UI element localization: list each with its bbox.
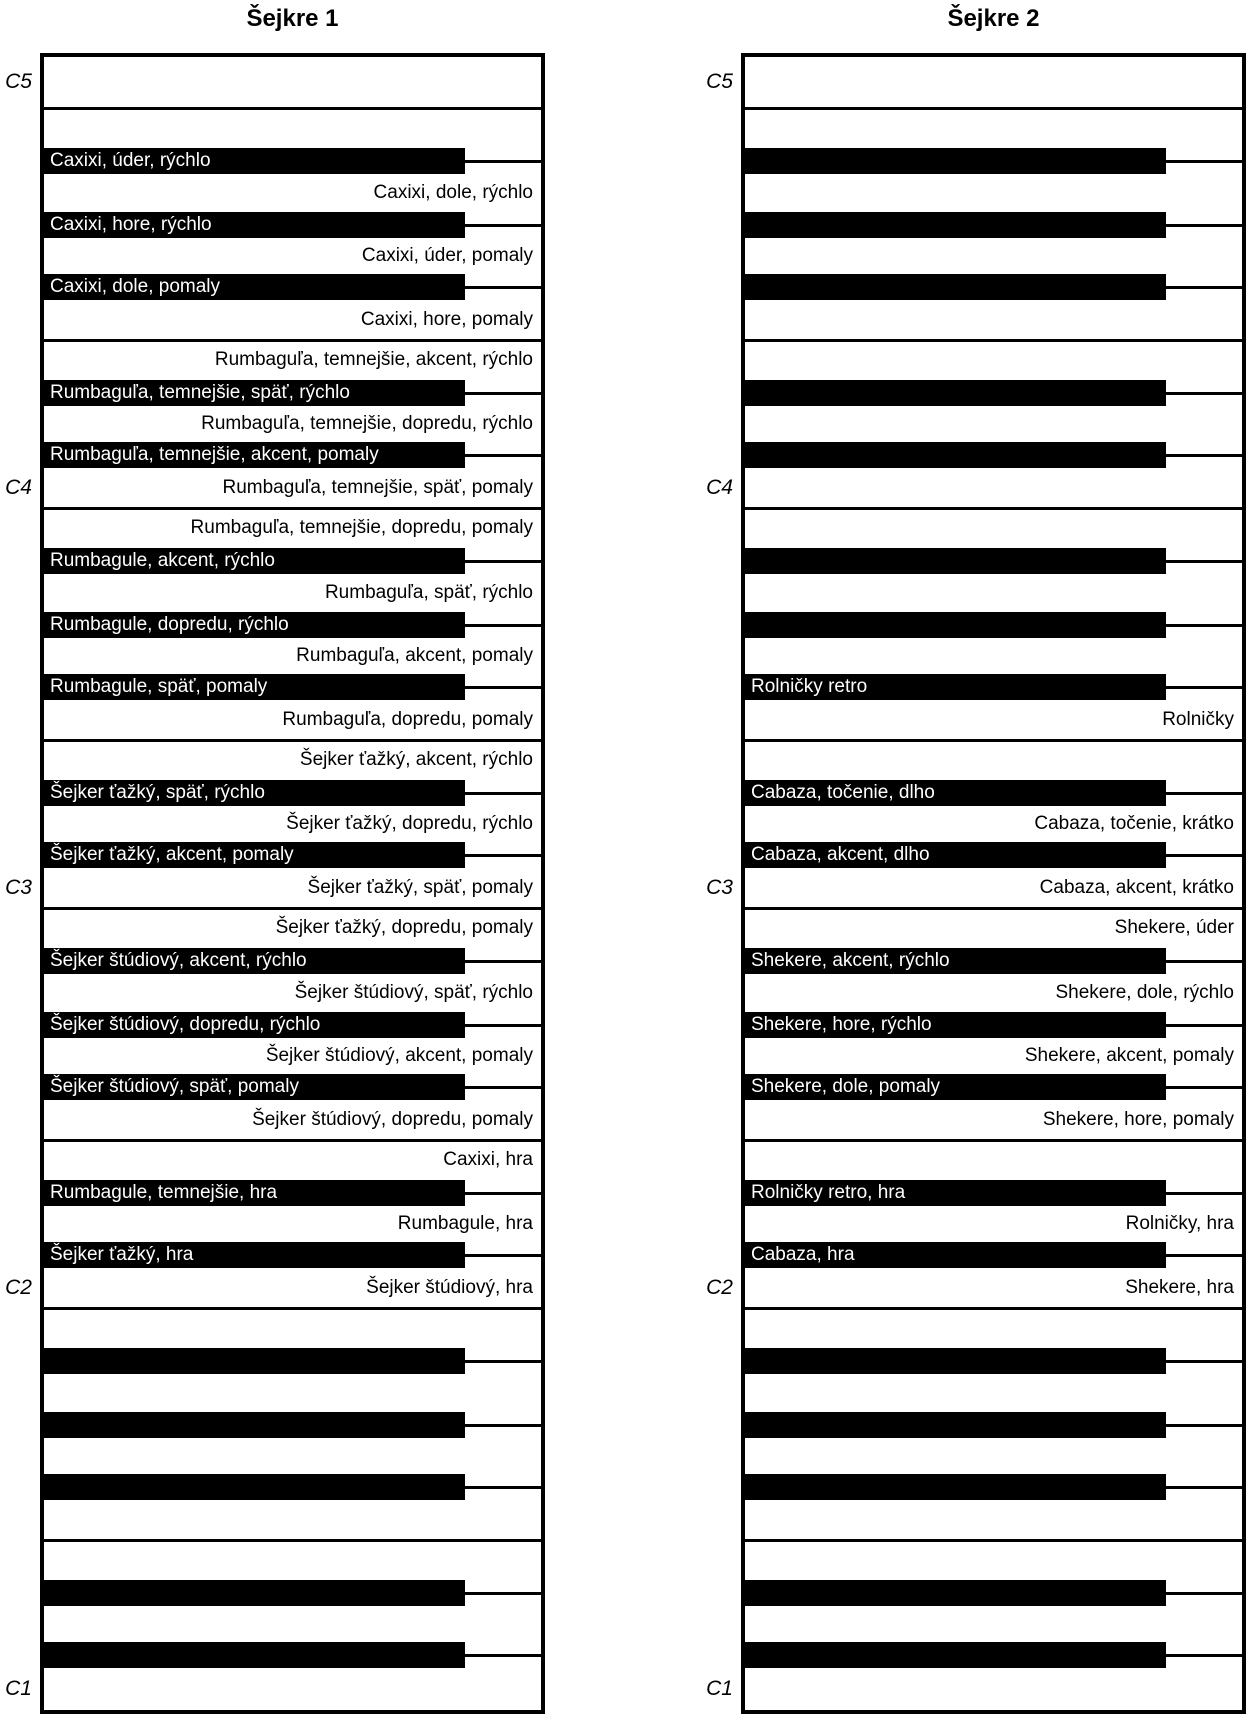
- white-key-F4: [745, 300, 1242, 340]
- white-key-D2: [745, 1206, 1242, 1242]
- octave-label-c2: C2: [5, 1276, 32, 1299]
- black-key-label: Rumbagule, temnejšie, hra: [50, 1182, 278, 1203]
- black-key-C#3: [745, 842, 1166, 868]
- black-key-label: Šejker ťažký, hra: [50, 1244, 194, 1265]
- black-key-D#2: [745, 1180, 1166, 1206]
- white-key-divider-line-short: [465, 454, 541, 457]
- white-key-label: Rumbaguľa, akcent, pomaly: [296, 645, 533, 666]
- white-key-divider-line-short: [465, 1192, 541, 1195]
- black-key-label: Šejker ťažký, akcent, pomaly: [50, 844, 294, 865]
- black-key-label: Rumbagule, akcent, rýchlo: [50, 550, 275, 571]
- white-key-A4: [745, 174, 1242, 212]
- keyboard-2-title: Šejkre 2: [947, 5, 1040, 32]
- white-key-C2: [745, 1268, 1242, 1308]
- white-key-divider-line-short: [1166, 792, 1242, 795]
- black-key-label: Cabaza, točenie, dlho: [751, 782, 935, 803]
- black-key-label: Caxixi, hore, rýchlo: [50, 214, 212, 235]
- black-key-F#1: [44, 1474, 465, 1500]
- white-key-label: Rumbaguľa, temnejšie, späť, pomaly: [222, 477, 533, 498]
- white-key-divider-line-short: [465, 686, 541, 689]
- black-key-C#1: [44, 1642, 465, 1668]
- white-key-label: Caxixi, dole, rýchlo: [373, 182, 533, 203]
- black-key-C#2: [44, 1242, 465, 1268]
- piano-keyboard-sejkre-1: [40, 53, 545, 1714]
- white-key-divider-line-short: [1166, 160, 1242, 163]
- white-key-label: Caxixi, hore, pomaly: [360, 309, 533, 330]
- black-key-A#3: [745, 548, 1166, 574]
- black-key-A#3: [44, 548, 465, 574]
- white-key-divider-line-short: [1166, 1424, 1242, 1427]
- black-key-label: Rumbagule, dopredu, rýchlo: [50, 614, 289, 635]
- white-key-label: Rumbagule, hra: [397, 1213, 533, 1234]
- white-key-divider-line-short: [465, 392, 541, 395]
- white-key-A3: [745, 574, 1242, 612]
- white-key-C3: [44, 868, 541, 908]
- white-key-label: Caxixi, úder, pomaly: [361, 245, 533, 266]
- black-key-label: Rolničky retro, hra: [751, 1182, 906, 1203]
- black-key-A#2: [745, 948, 1166, 974]
- white-key-label: Šejker ťažký, späť, pomaly: [307, 877, 533, 898]
- white-key-label: Cabaza, točenie, krátko: [1034, 813, 1234, 834]
- black-key-F#2: [745, 1074, 1166, 1100]
- octave-label-c1: C1: [706, 1677, 733, 1700]
- white-key-divider-line-short: [1166, 624, 1242, 627]
- white-key-F3: [745, 700, 1242, 740]
- white-key-divider-line-short: [465, 1360, 541, 1363]
- white-key-D1: [44, 1606, 541, 1642]
- white-key-label: Rumbaguľa, späť, rýchlo: [324, 582, 533, 603]
- white-key-C5: [745, 55, 1242, 108]
- white-key-B3: [44, 508, 541, 548]
- white-key-divider-line-short: [1166, 454, 1242, 457]
- black-key-label: Shekere, hore, rýchlo: [751, 1014, 932, 1035]
- white-key-divider-line-short: [1166, 960, 1242, 963]
- white-key-E1: [745, 1540, 1242, 1580]
- white-key-D2: [44, 1206, 541, 1242]
- white-key-divider-line-short: [465, 1654, 541, 1657]
- white-key-label: Shekere, hore, pomaly: [1042, 1109, 1234, 1130]
- white-key-A4: [44, 174, 541, 212]
- black-key-C#4: [745, 442, 1166, 468]
- white-key-divider-line-short: [465, 560, 541, 563]
- white-key-label: Cabaza, akcent, krátko: [1039, 877, 1234, 898]
- black-key-A#4: [745, 148, 1166, 174]
- black-key-F#1: [745, 1474, 1166, 1500]
- black-key-F#3: [745, 674, 1166, 700]
- white-key-label: Šejker štúdiový, akcent, pomaly: [265, 1045, 533, 1066]
- black-key-C#2: [745, 1242, 1166, 1268]
- white-key-G4: [44, 238, 541, 274]
- white-key-B4: [745, 108, 1242, 148]
- black-key-F#2: [44, 1074, 465, 1100]
- black-key-G#4: [745, 212, 1166, 238]
- white-key-divider-line-short: [1166, 1254, 1242, 1257]
- white-key-divider-line-short: [1166, 560, 1242, 563]
- white-key-divider-line-short: [1166, 1024, 1242, 1027]
- white-key-label: Rumbaguľa, dopredu, pomaly: [282, 709, 533, 730]
- black-key-G#3: [44, 612, 465, 638]
- white-key-label: Shekere, akcent, pomaly: [1024, 1045, 1234, 1066]
- black-key-label: Rumbagule, späť, pomaly: [50, 676, 268, 697]
- black-key-D#1: [44, 1580, 465, 1606]
- white-key-label: Rumbaguľa, temnejšie, dopredu, pomaly: [190, 517, 533, 538]
- black-key-A#4: [44, 148, 465, 174]
- black-key-D#3: [44, 780, 465, 806]
- white-key-divider-line-short: [1166, 1486, 1242, 1489]
- black-key-G#1: [745, 1412, 1166, 1438]
- black-key-label: Cabaza, akcent, dlho: [751, 844, 930, 865]
- black-key-G#3: [745, 612, 1166, 638]
- white-key-divider-line-short: [1166, 1654, 1242, 1657]
- white-key-E3: [745, 740, 1242, 780]
- black-key-label: Cabaza, hra: [751, 1244, 855, 1265]
- white-key-D4: [44, 406, 541, 442]
- white-key-divider-line-short: [1166, 224, 1242, 227]
- white-key-divider-line-short: [465, 792, 541, 795]
- white-key-A2: [745, 974, 1242, 1012]
- white-key-label: Šejker ťažký, dopredu, pomaly: [275, 917, 533, 938]
- white-key-A2: [44, 974, 541, 1012]
- white-key-E4: [44, 340, 541, 380]
- white-key-G1: [44, 1438, 541, 1474]
- black-key-G#2: [44, 1012, 465, 1038]
- white-key-A1: [44, 1374, 541, 1412]
- white-key-B2: [745, 908, 1242, 948]
- white-key-F1: [745, 1500, 1242, 1540]
- black-key-D#1: [745, 1580, 1166, 1606]
- octave-label-c2: C2: [706, 1276, 733, 1299]
- white-key-divider-line-short: [1166, 392, 1242, 395]
- white-key-E1: [44, 1540, 541, 1580]
- octave-label-c5: C5: [706, 69, 733, 93]
- black-key-label: Šejker štúdiový, akcent, rýchlo: [50, 950, 307, 971]
- black-key-A#2: [44, 948, 465, 974]
- black-key-label: Rumbaguľa, temnejšie, akcent, pomaly: [50, 444, 379, 465]
- white-key-label: Šejker štúdiový, hra: [366, 1277, 533, 1298]
- white-key-A1: [745, 1374, 1242, 1412]
- white-key-divider-line-short: [465, 1592, 541, 1595]
- white-key-C2: [44, 1268, 541, 1308]
- white-key-label: Rumbaguľa, temnejšie, akcent, rýchlo: [214, 349, 533, 370]
- black-key-D#2: [44, 1180, 465, 1206]
- white-key-D1: [745, 1606, 1242, 1642]
- white-key-divider-line-short: [465, 960, 541, 963]
- white-key-G4: [745, 238, 1242, 274]
- white-key-G2: [44, 1038, 541, 1074]
- black-key-G#4: [44, 212, 465, 238]
- black-key-G#1: [44, 1412, 465, 1438]
- black-key-label: Rolničky retro: [751, 676, 868, 697]
- white-key-C3: [745, 868, 1242, 908]
- white-key-divider-line-short: [465, 224, 541, 227]
- white-key-E4: [745, 340, 1242, 380]
- black-key-label: Šejker štúdiový, späť, pomaly: [50, 1076, 299, 1097]
- octave-label-c1: C1: [5, 1677, 32, 1700]
- white-key-divider-line-short: [1166, 1592, 1242, 1595]
- white-key-G3: [745, 638, 1242, 674]
- octave-label-c4: C4: [5, 476, 32, 499]
- white-key-divider-line-short: [1166, 286, 1242, 289]
- white-key-D3: [44, 806, 541, 842]
- white-key-divider-line-short: [465, 286, 541, 289]
- black-key-D#4: [44, 380, 465, 406]
- white-key-E2: [44, 1140, 541, 1180]
- octave-label-c5: C5: [5, 69, 32, 93]
- black-key-label: Rumbaguľa, temnejšie, späť, rýchlo: [50, 382, 350, 403]
- white-key-label: Šejker štúdiový, dopredu, pomaly: [252, 1109, 533, 1130]
- white-key-label: Šejker ťažký, akcent, rýchlo: [299, 749, 533, 770]
- white-key-B4: [44, 108, 541, 148]
- black-key-label: Shekere, akcent, rýchlo: [751, 950, 950, 971]
- white-key-label: Shekere, úder: [1114, 917, 1234, 938]
- white-key-F2: [44, 1100, 541, 1140]
- white-key-C5: [44, 55, 541, 108]
- piano-keyboard-sejkre-2: [741, 53, 1246, 1714]
- white-key-G1: [745, 1438, 1242, 1474]
- black-key-A#1: [44, 1348, 465, 1374]
- white-key-D3: [745, 806, 1242, 842]
- white-key-label: Rumbaguľa, temnejšie, dopredu, rýchlo: [201, 413, 533, 434]
- white-key-divider-line-short: [1166, 686, 1242, 689]
- black-key-F#4: [44, 274, 465, 300]
- black-key-label: Caxixi, úder, rýchlo: [50, 150, 211, 171]
- white-key-divider-line-short: [1166, 1360, 1242, 1363]
- white-key-divider-line-short: [465, 1254, 541, 1257]
- white-key-B1: [745, 1308, 1242, 1348]
- white-key-C1: [745, 1668, 1242, 1710]
- black-key-F#4: [745, 274, 1166, 300]
- white-key-divider-line-short: [465, 1424, 541, 1427]
- white-key-label: Šejker ťažký, dopredu, rýchlo: [286, 813, 533, 834]
- black-key-label: Caxixi, dole, pomaly: [50, 276, 221, 297]
- black-key-G#2: [745, 1012, 1166, 1038]
- keyboard-1-title: Šejkre 1: [246, 5, 339, 32]
- white-key-C4: [745, 468, 1242, 508]
- white-key-label: Caxixi, hra: [443, 1149, 533, 1170]
- white-key-divider-line-short: [465, 854, 541, 857]
- white-key-divider-line-short: [465, 624, 541, 627]
- white-key-divider-line-short: [1166, 1086, 1242, 1089]
- black-key-D#3: [745, 780, 1166, 806]
- black-key-D#4: [745, 380, 1166, 406]
- white-key-label: Shekere, dole, rýchlo: [1055, 982, 1234, 1003]
- white-key-label: Shekere, hra: [1125, 1277, 1234, 1298]
- white-key-B2: [44, 908, 541, 948]
- octave-label-c3: C3: [706, 876, 733, 899]
- white-key-divider-line-short: [465, 1086, 541, 1089]
- white-key-G3: [44, 638, 541, 674]
- white-key-divider-line-short: [465, 1024, 541, 1027]
- white-key-E3: [44, 740, 541, 780]
- white-key-B3: [745, 508, 1242, 548]
- white-key-F2: [745, 1100, 1242, 1140]
- white-key-divider-line-short: [465, 1486, 541, 1489]
- white-key-A3: [44, 574, 541, 612]
- white-key-G2: [745, 1038, 1242, 1074]
- white-key-divider-line-short: [465, 160, 541, 163]
- white-key-divider-line-short: [1166, 854, 1242, 857]
- white-key-E2: [745, 1140, 1242, 1180]
- black-key-F#3: [44, 674, 465, 700]
- octave-label-c3: C3: [5, 876, 32, 899]
- white-key-C4: [44, 468, 541, 508]
- white-key-F1: [44, 1500, 541, 1540]
- white-key-C1: [44, 1668, 541, 1710]
- black-key-label: Šejker štúdiový, dopredu, rýchlo: [50, 1014, 321, 1035]
- black-key-label: Šejker ťažký, späť, rýchlo: [50, 782, 265, 803]
- black-key-label: Shekere, dole, pomaly: [751, 1076, 941, 1097]
- black-key-C#4: [44, 442, 465, 468]
- black-key-C#3: [44, 842, 465, 868]
- octave-label-c4: C4: [706, 476, 733, 499]
- white-key-B1: [44, 1308, 541, 1348]
- black-key-C#1: [745, 1642, 1166, 1668]
- black-key-A#1: [745, 1348, 1166, 1374]
- white-key-F4: [44, 300, 541, 340]
- white-key-label: Šejker štúdiový, späť, rýchlo: [294, 982, 533, 1003]
- white-key-F3: [44, 700, 541, 740]
- white-key-label: Rolničky, hra: [1125, 1213, 1234, 1234]
- white-key-D4: [745, 406, 1242, 442]
- white-key-divider-line-short: [1166, 1192, 1242, 1195]
- white-key-label: Rolničky: [1162, 709, 1234, 730]
